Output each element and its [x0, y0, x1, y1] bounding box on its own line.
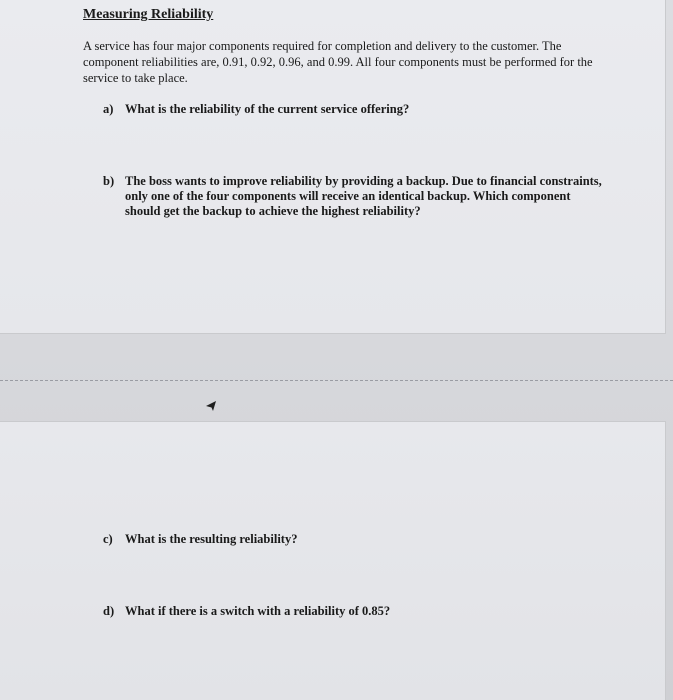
page-lower [0, 422, 665, 700]
question-marker: b) [103, 174, 115, 188]
question-c [103, 532, 503, 547]
question-marker: a) [103, 102, 114, 116]
question-text: The boss wants to improve reliability by providing a backup. Due to financial constraints, only one of the four components will receive an identical backup. Which component should get the backup to achieve the highest reliability? [125, 174, 602, 218]
mouse-pointer-icon [204, 399, 218, 413]
question-a [103, 102, 623, 117]
question-text: What is the reliability of the current service offering? [125, 102, 410, 116]
question-marker: c) [103, 532, 113, 546]
question-text: What if there is a switch with a reliability of 0.85? [125, 604, 391, 618]
question-b [103, 174, 603, 219]
question-d [103, 604, 503, 619]
document-title: Measuring Reliability [83, 7, 214, 22]
question-marker: d) [103, 604, 115, 618]
question-text: What is the resulting reliability? [125, 532, 298, 546]
page-divider [0, 380, 673, 381]
problem-statement: A service has four major components required for completion and delivery to the customer. The component reliabilities are, 0.91, 0.92, 0.96, and 0.99. All four components must be performed for the service to take place. [83, 39, 593, 85]
